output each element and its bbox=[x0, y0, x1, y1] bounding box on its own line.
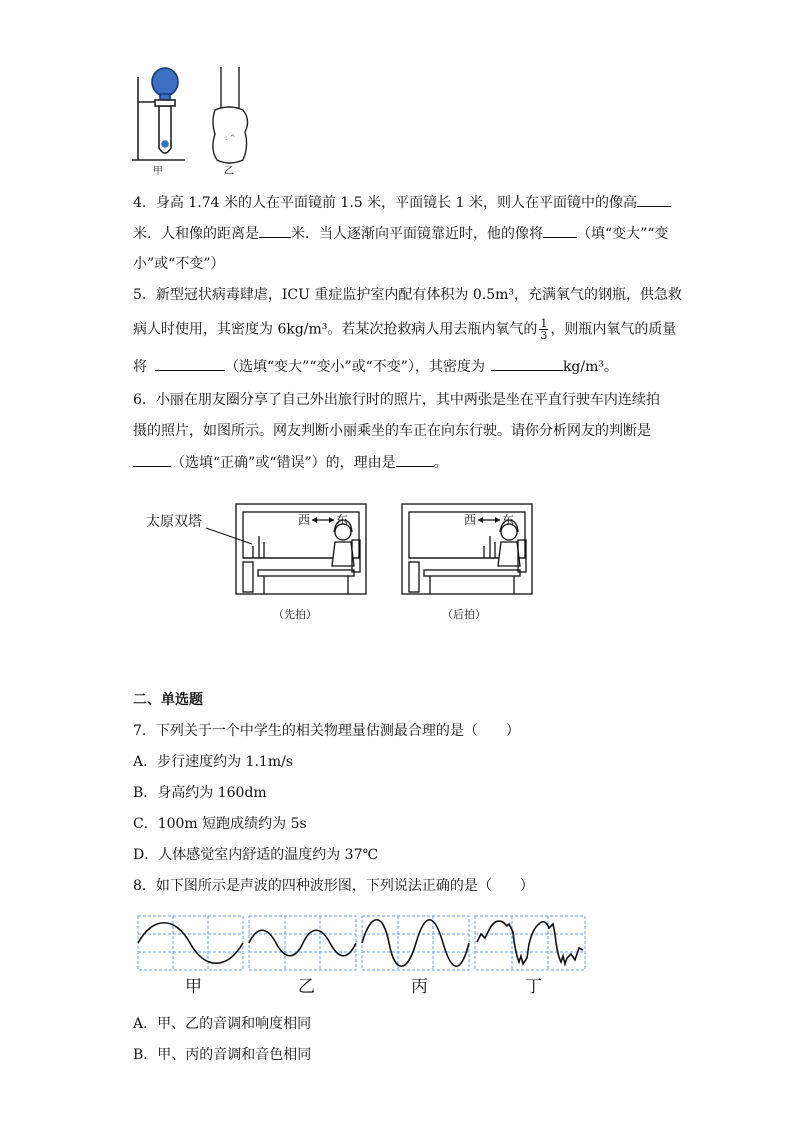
q4-blank-2[interactable] bbox=[259, 223, 291, 238]
q7-option-a[interactable]: A．步行速度约为 1.1m/s bbox=[133, 754, 294, 770]
west-label-2: 西 bbox=[464, 513, 477, 527]
wave-label-yi: 乙 bbox=[298, 977, 315, 997]
q6-blank-1[interactable] bbox=[133, 452, 171, 467]
waveform-figure bbox=[135, 912, 590, 998]
svg-text:: ^: : ^ bbox=[225, 134, 236, 142]
q6-line1: 6．小丽在朋友圈分享了自己外出旅行时的照片，其中两张是坐在平直行驶车内连续拍 bbox=[133, 392, 660, 408]
q5-line3: 将 （选填“变大”“变小”或“不变”），其密度为 kg/m³。 bbox=[133, 356, 618, 377]
q4-blank-1[interactable] bbox=[637, 192, 671, 207]
q6-line3: （选填“正确”或“错误”）的，理由是 。 bbox=[133, 452, 448, 473]
q4-line3: 小”或“不变”） bbox=[133, 256, 225, 272]
q4-line1: 4．身高 1.74 米的人在平面镜前 1.5 米，平面镜长 1 米，则人在平面镜中的像高 bbox=[133, 192, 671, 213]
caption-first: （先拍） bbox=[273, 608, 317, 621]
east-label-1: 东 bbox=[336, 513, 349, 527]
q4-line2: 米．人和像的距离是 米．当人逐渐向平面镜靠近时，他的像将 （填“变大”“变 bbox=[133, 223, 668, 244]
q8-stem: 8．如下图所示是声波的四种波形图，下列说法正确的是（ ） bbox=[133, 878, 534, 894]
q7-option-d[interactable]: D．人体感觉室内舒适的温度约为 37℃ bbox=[133, 847, 379, 863]
q7-option-b[interactable]: B．身高约为 160dm bbox=[133, 785, 267, 801]
tower-label: 太原双塔 bbox=[146, 514, 202, 530]
q4-blank-3[interactable] bbox=[543, 223, 577, 238]
q6-blank-2[interactable] bbox=[396, 452, 434, 467]
label-yi: 乙 bbox=[224, 166, 234, 177]
top-apparatus-figure bbox=[125, 62, 265, 177]
q5-blank-1[interactable] bbox=[155, 356, 225, 371]
q6-line2: 摄的照片，如图所示。网友判断小丽乘坐的车正在向东行驶。请你分析网友的判断是 bbox=[133, 423, 651, 439]
one-third-fraction: $\frac{1}{3}$ bbox=[540, 317, 548, 342]
q5-line2: 病人时使用，其密度为 6kg/m³。若某次抢救病人用去瓶内氧气的 $\frac{1}{3}$ ，则瓶内氧气的质量 bbox=[133, 317, 677, 342]
train-window-figure bbox=[140, 498, 540, 628]
wave-bing bbox=[362, 920, 469, 967]
section-title: 二、单选题 bbox=[133, 692, 203, 708]
west-label-1: 西 bbox=[298, 513, 311, 527]
wave-ding bbox=[477, 921, 583, 964]
wave-label-jia: 甲 bbox=[185, 977, 202, 997]
wave-label-ding: 丁 bbox=[525, 977, 542, 997]
wave-jia bbox=[138, 923, 243, 964]
flask-stand-jia bbox=[132, 68, 185, 160]
label-jia: 甲 bbox=[153, 166, 163, 177]
wave-label-bing: 丙 bbox=[411, 977, 428, 997]
tube-cloth-yi bbox=[213, 67, 248, 163]
q7-stem: 7．下列关于一个中学生的相关物理量估测最合理的是（ ） bbox=[133, 723, 520, 739]
q5-line1: 5．新型冠状病毒肆虐，ICU 重症监护室内配有体积为 0.5m³，充满氧气的钢瓶，供急救 bbox=[133, 287, 682, 303]
caption-after: （后拍） bbox=[442, 608, 486, 621]
q8-option-b[interactable]: B．甲、丙的音调和音色相同 bbox=[133, 1047, 312, 1063]
q5-blank-2[interactable] bbox=[491, 356, 563, 371]
q8-option-a[interactable]: A．甲、乙的音调和响度相同 bbox=[133, 1016, 312, 1032]
east-label-2: 东 bbox=[502, 513, 515, 527]
q7-option-c[interactable]: C．100m 短跑成绩约为 5s bbox=[133, 816, 307, 832]
